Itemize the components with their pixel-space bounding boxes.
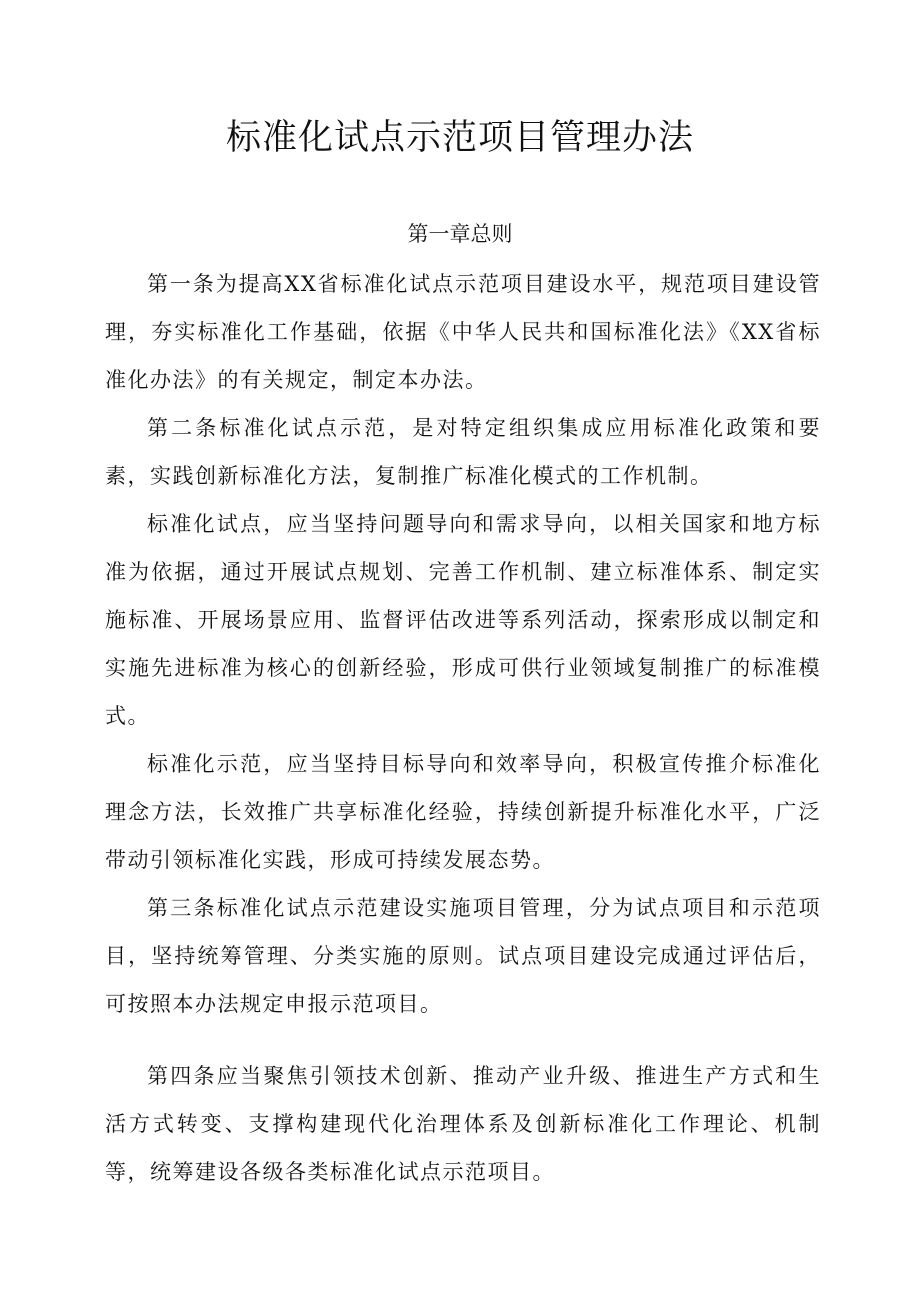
- article-2-paragraph: 第二条标准化试点示范，是对特定组织集成应用标准化政策和要素，实践创新标准化方法，复制推广标准化模式的工作机制。: [105, 416, 821, 488]
- article-3-paragraph: 第三条标准化试点示范建设实施项目管理，分为试点项目和示范项目，坚持统筹管理、分类实施的原则。试点项目建设完成通过评估后，可按照本办法规定申报示范项目。: [105, 896, 821, 1016]
- article-1-paragraph: 第一条为提高XX省标准化试点示范项目建设水平，规范项目建设管理，夯实标准化工作基础，依据《中华人民共和国标准化法》《XX省标准化办法》的有关规定，制定本办法。: [105, 272, 821, 392]
- pilot-paragraph: 标准化试点，应当坚持问题导向和需求导向，以相关国家和地方标准为依据，通过开展试点规划、完善工作机制、建立标准体系、制定实施标准、开展场景应用、监督评估改进等系列活动，探索形成以制定和实施先进标准为核心的创新经验，形成可供行业领域复制推广的标准模式。: [105, 512, 821, 728]
- document-title: 标准化试点示范项目管理办法: [225, 118, 694, 158]
- document-body: [105, 260, 821, 1196]
- chapter-heading: 第一章总则: [407, 222, 513, 246]
- article-4-paragraph: 第四条应当聚焦引领技术创新、推动产业升级、推进生产方式和生活方式转变、支撑构建现代化治理体系及创新标准化工作理论、机制等，统筹建设各级各类标准化试点示范项目。: [105, 1064, 821, 1184]
- demonstration-paragraph: 标准化示范，应当坚持目标导向和效率导向，积极宣传推介标准化理念方法，长效推广共享标准化经验，持续创新提升标准化水平，广泛带动引领标准化实践，形成可持续发展态势。: [105, 752, 821, 872]
